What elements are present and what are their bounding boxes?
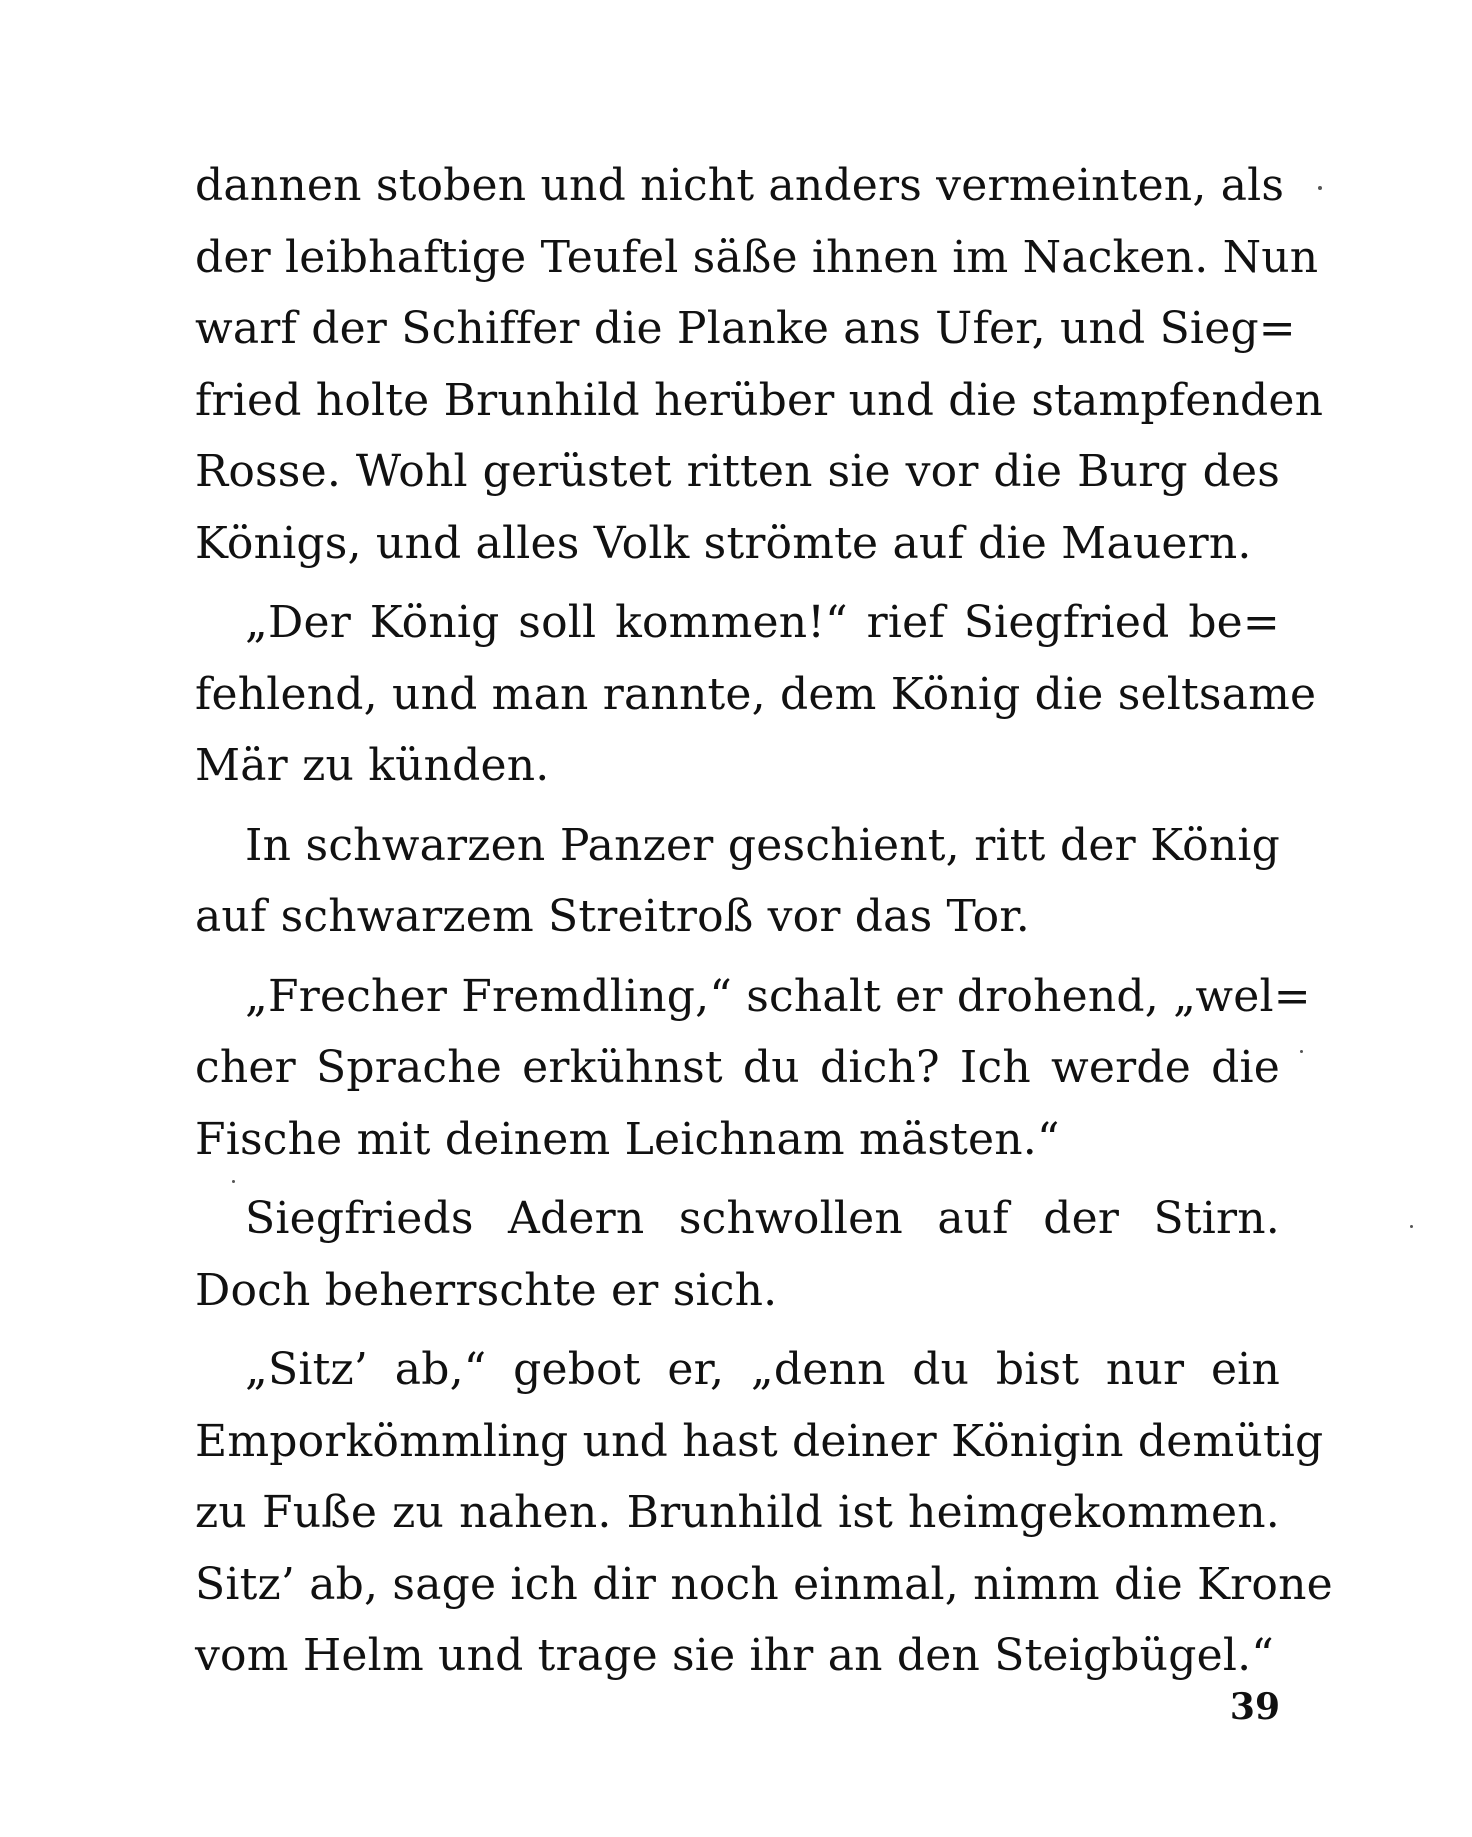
text-line: „Frecher Fremdling,“ schalt er drohend, „wel= xyxy=(245,970,1311,1022)
body-text xyxy=(195,150,1333,1700)
scan-speck xyxy=(232,1180,235,1183)
paragraph-1 xyxy=(195,150,1324,579)
text-line: Doch beherrschte er sich. xyxy=(195,1264,778,1316)
text-line: cher Sprache erkühnst du dich? Ich werde die xyxy=(195,1042,1280,1093)
scan-speck xyxy=(1300,1050,1303,1053)
scan-speck xyxy=(1410,1225,1413,1228)
text-line: Emporkömmling und hast deiner Königin demütig xyxy=(195,1415,1324,1467)
paragraph-5 xyxy=(195,1183,1280,1326)
paragraph-6 xyxy=(195,1334,1333,1692)
text-line: Siegfrieds Adern schwollen auf der Stirn. xyxy=(245,1193,1280,1244)
text-line: Sitz’ ab, sage ich dir noch einmal, nimm die Krone xyxy=(195,1558,1333,1610)
paragraph-3 xyxy=(195,810,1280,953)
text-line: Königs, und alles Volk strömte auf die Mauern. xyxy=(195,517,1252,569)
text-line: Mär zu künden. xyxy=(195,740,550,791)
scan-speck xyxy=(1318,186,1322,190)
text-line: „Der König soll kommen!“ rief Siegfried be= xyxy=(245,597,1280,648)
text-line: warf der Schiffer die Planke ans Ufer, und Sieg= xyxy=(195,303,1296,354)
paragraph-2 xyxy=(195,587,1317,802)
text-line: zu Fuße zu nahen. Brunhild ist heimgekommen. xyxy=(195,1487,1280,1538)
text-line: auf schwarzem Streitroß vor das Tor. xyxy=(195,891,1030,942)
text-line: „Sitz’ ab,“ gebot er, „denn du bist nur ein xyxy=(245,1344,1280,1395)
text-line: Fische mit deinem Leichnam mästen.“ xyxy=(195,1113,1060,1165)
text-line: der leibhaftige Teufel säße ihnen im Nacken. Nun xyxy=(195,231,1319,283)
paragraph-4 xyxy=(195,961,1311,1176)
text-line: fehlend, und man rannte, dem König die seltsame xyxy=(195,668,1317,720)
text-line: Rosse. Wohl gerüstet ritten sie vor die Burg des xyxy=(195,446,1280,497)
text-line: vom Helm und trage sie ihr an den Steigbügel.“ xyxy=(195,1630,1274,1681)
text-line: dannen stoben und nicht anders vermeinten, als xyxy=(195,160,1285,211)
page-number: 39 xyxy=(1229,1686,1280,1728)
text-line: fried holte Brunhild herüber und die stampfenden xyxy=(195,374,1324,426)
text-line: In schwarzen Panzer geschient, ritt der König xyxy=(245,819,1280,871)
